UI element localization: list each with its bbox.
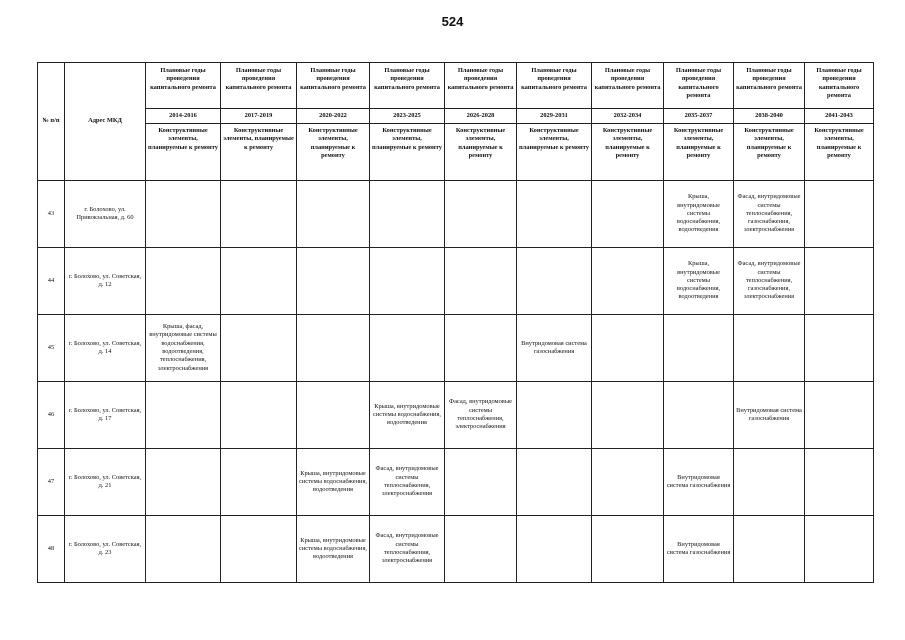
page-number: 524 xyxy=(441,14,464,29)
repair-cell xyxy=(146,248,221,315)
repair-cell xyxy=(664,382,734,449)
repair-cell: Фасад, внутридомовые системы теплоснабжения, газоснабжения, электроснабжения xyxy=(734,248,805,315)
column-header-plan: Плановые годы проведения капитального ремонта xyxy=(221,63,297,109)
column-header-elements: Конструктивные элементы, планируемые к ремонту xyxy=(146,124,221,181)
column-header-plan: Плановые годы проведения капитального ремонта xyxy=(734,63,805,109)
column-header-elements: Конструктивные элементы, планируемые к ремонту xyxy=(297,124,370,181)
repair-cell xyxy=(297,248,370,315)
column-header-years: 2026-2028 xyxy=(445,109,517,124)
repair-cell: Крыша, внутридомовые системы водоснабжения, водоотведения xyxy=(370,382,445,449)
row-number: 43 xyxy=(38,181,65,248)
repair-cell: Крыша, фасад, внутридомовые системы водоснабжения, водоотведения, теплоснабжения, электроснабжения xyxy=(146,315,221,382)
repair-cell xyxy=(805,248,874,315)
capital-repair-plan-table xyxy=(37,62,874,583)
repair-cell xyxy=(445,315,517,382)
repair-cell: Крыша, внутридомовые системы водоснабжения, водоотведения xyxy=(297,516,370,583)
column-header-elements: Конструктивные элементы, планируемые к ремонту xyxy=(805,124,874,181)
column-header-years: 2014-2016 xyxy=(146,109,221,124)
row-number: 44 xyxy=(38,248,65,315)
column-header-years: 2032-2034 xyxy=(592,109,664,124)
column-header-years: 2038-2040 xyxy=(734,109,805,124)
repair-cell xyxy=(221,382,297,449)
repair-cell xyxy=(221,516,297,583)
row-address: г. Болохово, ул. Советская, д. 17 xyxy=(65,382,146,449)
repair-cell xyxy=(221,181,297,248)
repair-cell xyxy=(805,449,874,516)
column-header-elements: Конструктивные элементы, планируемые к ремонту xyxy=(445,124,517,181)
repair-cell xyxy=(146,382,221,449)
column-header-years: 2017-2019 xyxy=(221,109,297,124)
repair-cell xyxy=(734,516,805,583)
column-header-elements: Конструктивные элементы, планируемые к ремонту xyxy=(517,124,592,181)
column-header-plan: Плановые годы проведения капитального ремонта xyxy=(370,63,445,109)
table-row xyxy=(38,449,874,516)
repair-cell xyxy=(517,181,592,248)
row-address: г. Болохово, ул. Советская, д. 12 xyxy=(65,248,146,315)
column-header-elements: Конструктивные элементы, планируемые к ремонту xyxy=(221,124,297,181)
repair-cell xyxy=(221,248,297,315)
column-header-elements: Конструктивные элементы, планируемые к ремонту xyxy=(592,124,664,181)
table-row xyxy=(38,248,874,315)
repair-cell xyxy=(734,315,805,382)
column-header-plan: Плановые годы проведения капитального ремонта xyxy=(517,63,592,109)
repair-cell xyxy=(592,382,664,449)
repair-cell xyxy=(297,181,370,248)
repair-cell xyxy=(805,516,874,583)
repair-cell xyxy=(517,248,592,315)
table-row xyxy=(38,382,874,449)
column-header-years: 2035-2037 xyxy=(664,109,734,124)
repair-cell xyxy=(664,315,734,382)
repair-cell: Крыша, внутридомовые системы водоснабжения, водоотведения xyxy=(664,248,734,315)
row-address: г. Болохово, ул. Привокзальная, д. 60 xyxy=(65,181,146,248)
repair-cell xyxy=(805,181,874,248)
table-row xyxy=(38,516,874,583)
column-header-years: 2023-2025 xyxy=(370,109,445,124)
repair-cell xyxy=(445,449,517,516)
column-header-plan: Плановые годы проведения капитального ремонта xyxy=(297,63,370,109)
repair-cell xyxy=(370,248,445,315)
repair-cell xyxy=(370,315,445,382)
row-address: г. Болохово, ул. Советская, д. 23 xyxy=(65,516,146,583)
repair-cell xyxy=(146,516,221,583)
column-header-plan: Плановые годы проведения капитального ремонта xyxy=(664,63,734,109)
column-header-plan: Плановые годы проведения капитального ремонта xyxy=(592,63,664,109)
row-number: 45 xyxy=(38,315,65,382)
row-number: 47 xyxy=(38,449,65,516)
repair-cell xyxy=(592,516,664,583)
repair-cell xyxy=(297,315,370,382)
repair-cell: Фасад, внутридомовые системы теплоснабжения, электроснабжения xyxy=(370,449,445,516)
repair-cell xyxy=(146,181,221,248)
table-header xyxy=(38,63,874,181)
column-header-plan: Плановые годы проведения капитального ремонта xyxy=(445,63,517,109)
repair-cell: Фасад, внутридомовые системы теплоснабжения, газоснабжения, электроснабжения xyxy=(734,181,805,248)
repair-cell xyxy=(517,516,592,583)
repair-cell xyxy=(592,248,664,315)
repair-cell xyxy=(734,449,805,516)
repair-cell xyxy=(445,181,517,248)
repair-cell xyxy=(592,449,664,516)
repair-cell: Крыша, внутридомовые системы водоснабжения, водоотведения xyxy=(297,449,370,516)
column-header-plan: Плановые годы проведения капитального ремонта xyxy=(805,63,874,109)
column-header-elements: Конструктивные элементы, планируемые к ремонту xyxy=(734,124,805,181)
repair-cell: Внутридомовая система газоснабжения xyxy=(517,315,592,382)
repair-cell xyxy=(445,516,517,583)
repair-cell xyxy=(592,181,664,248)
repair-cell xyxy=(805,315,874,382)
column-header-address: Адрес МКД xyxy=(65,63,146,181)
repair-cell xyxy=(221,315,297,382)
row-number: 48 xyxy=(38,516,65,583)
repair-cell xyxy=(805,382,874,449)
column-header-years: 2041-2043 xyxy=(805,109,874,124)
table-body xyxy=(38,181,874,583)
row-number: 46 xyxy=(38,382,65,449)
repair-cell xyxy=(146,449,221,516)
repair-cell xyxy=(445,248,517,315)
repair-cell xyxy=(517,382,592,449)
repair-cell: Внутридомовая система газоснабжения xyxy=(734,382,805,449)
repair-cell: Внутридомовая система газоснабжения xyxy=(664,449,734,516)
repair-cell: Фасад, внутридомовые системы теплоснабжения, электроснабжения xyxy=(445,382,517,449)
repair-cell: Крыша, внутридомовые системы водоснабжения, водоотведения xyxy=(664,181,734,248)
column-header-elements: Конструктивные элементы, планируемые к ремонту xyxy=(664,124,734,181)
repair-cell xyxy=(221,449,297,516)
repair-cell xyxy=(297,382,370,449)
column-header-elements: Конструктивные элементы, планируемые к ремонту xyxy=(370,124,445,181)
column-header-years: 2029-2031 xyxy=(517,109,592,124)
table-row xyxy=(38,315,874,382)
repair-cell xyxy=(517,449,592,516)
row-address: г. Болохово, ул. Советская, д. 21 xyxy=(65,449,146,516)
row-address: г. Болохово, ул. Советская, д. 14 xyxy=(65,315,146,382)
column-header-years: 2020-2022 xyxy=(297,109,370,124)
repair-cell xyxy=(370,181,445,248)
table-row xyxy=(38,181,874,248)
column-header-plan: Плановые годы проведения капитального ремонта xyxy=(146,63,221,109)
column-header-num: № п/п xyxy=(38,63,65,181)
repair-cell xyxy=(592,315,664,382)
repair-cell: Внутридомовая система газоснабжения xyxy=(664,516,734,583)
repair-cell: Фасад, внутридомовые системы теплоснабжения, электроснабжения xyxy=(370,516,445,583)
